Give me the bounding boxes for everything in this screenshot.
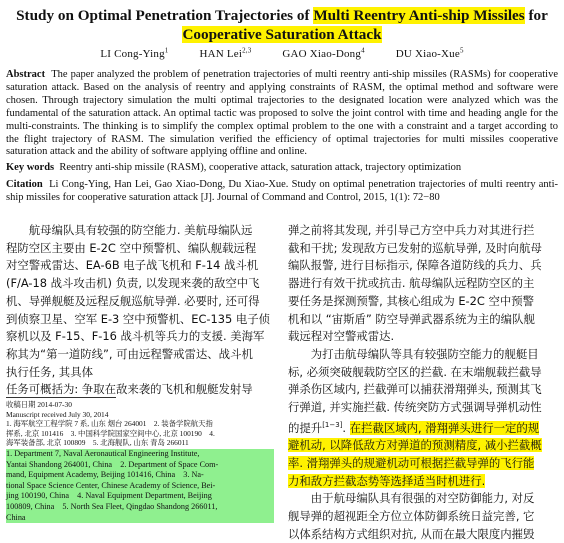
author-name: DU Xiao-Xue [395, 47, 460, 60]
highlight-text: 力和敌方拦截态势等选择适当时机进行. [288, 473, 486, 488]
citation-text: Li Cong-Ying, Han Lei, Gao Xiao-Dong, Du Xiao-Xue. Study on optimal penetration trajectories of multi reentry anti-ship missiles for cooperative saturation attack [J]. Journal of Command and Control, 2015, 1(1): 72−80 [6, 179, 559, 203]
body-right-column [288, 222, 558, 543]
abstract [6, 69, 558, 159]
body-line [288, 473, 558, 491]
affiliation-en-line: mand, Equipment Academy, Beijing 101416, China 3. Na- [6, 470, 204, 480]
body-line: 称其为“第一道防线”, 可由远程警戒雷达、战斗机 [6, 346, 253, 361]
title-line-1 [6, 6, 558, 25]
keywords-text: Reentry anti-ship missile (RASM), cooperative attack, saturation attack, trajectory optimization [59, 162, 462, 173]
highlight-text: 率. 滑翔弹头的规避机动可根据拦截导弹的飞行能 [288, 455, 535, 470]
body-line: 载远程对空警戒雷达. [288, 329, 395, 344]
body-line: 器进行有效干扰或抗击. 航母编队远程防空区的主 [288, 276, 535, 291]
footnotes [6, 400, 274, 523]
author-affiliation: 1 [164, 46, 169, 54]
affiliation-cn-line: 海军装备部, 北京 100809 5. 北海舰队, 山东 青岛 266011 [6, 438, 189, 448]
body-line [288, 437, 558, 455]
body-line: 机、导弹舰艇及远程反舰巡航导弹. 必要时, 还可得 [6, 293, 260, 308]
paper-title [6, 6, 558, 44]
citation [6, 179, 558, 205]
affiliation-en-line: 100809, China 5. North Sea Fleet, Qingdao Shandong 266011, [6, 501, 218, 511]
citation-label: Citation [6, 179, 43, 190]
author-list [0, 46, 564, 60]
body-text: . [342, 420, 350, 435]
body-line: 舰导弹的超视距全方位立体防御系统日益完善, 它 [288, 509, 535, 524]
received-date: 收稿日期 2014-07-30 [6, 400, 72, 409]
received-date-en: Manuscript received July 30, 2014 [6, 409, 109, 419]
body-line: 弹之前将其发现, 并引导己方空中兵力对其进行拦 [288, 223, 535, 237]
body-left-column [6, 222, 274, 399]
abstract-label: Abstract [6, 69, 46, 80]
body-line: 为打击航母编队等具有较强防空能力的舰艇目 [288, 346, 539, 361]
affiliation-en-line: 1. Department 7, Naval Aeronautical Engineering Institute, [6, 448, 200, 458]
body-text: 的提升 [288, 420, 323, 435]
body-line: 察机以及 F-15、F-16 战斗机等兵力的支援. 美海军 [6, 329, 265, 344]
author [396, 48, 464, 60]
affiliation-en-line: jing 100190, China 4. Naval Equipment Department, Beijing [6, 491, 212, 501]
author-name: LI Cong-Ying [100, 47, 165, 60]
body-line: 程防空区主要由 E-2C 空中预警机、编队舰载远程 [6, 240, 257, 255]
keywords-label: Key words [6, 162, 55, 173]
body-line: 行弹道, 并实施拦截. 传统突防方式强调导弹机动性 [288, 400, 542, 415]
body-line [288, 417, 558, 438]
author [100, 48, 168, 60]
affiliation-en-line: Yantai Shandong 264001, China 2. Department of Space Com- [6, 459, 219, 469]
author [282, 48, 364, 60]
reference-marker: [1−3] [322, 420, 343, 429]
body-line: 机和以 “宙斯盾” 防空导弹武器系统为主的编队舰 [288, 311, 535, 326]
title-line-1-end: for [524, 7, 548, 24]
keywords [6, 162, 558, 175]
body-line: 弹杀伤区域内, 拦截弹可以捕获滑翔弹头, 预测其飞 [288, 382, 542, 397]
author-affiliation: 2,3 [242, 46, 252, 54]
affiliation-en-highlight [6, 449, 274, 523]
title-line-2 [6, 25, 558, 44]
affiliation-en-line: tional Space Science Center, Chinese Academy of Science, Bei- [6, 480, 216, 490]
title-line-1-start: Study on Optimal Penetration Trajectories of [16, 7, 314, 24]
body-line: 编队报警, 进行目标指示, 保障各道防线的兵力、兵 [288, 258, 542, 273]
body-line: 对空警戒雷达、EA-6B 电子战飞机和 F-14 战斗机 [6, 258, 259, 273]
title-highlight-1: Multi Reentry Anti-ship Missiles [313, 7, 525, 24]
body-line: (F/A-18 战斗攻击机) 负责, 以发现来袭的敌空中飞 [6, 276, 260, 291]
author-name: HAN Lei [199, 47, 243, 60]
author [199, 48, 251, 60]
highlight-text: 在拦截区域内, 滑翔弹头进行一定的规 [349, 420, 540, 435]
author-name: GAO Xiao-Dong [282, 47, 362, 60]
body-line: 到侦察卫星、空军 E-3 空中预警机、EC-135 电子侦 [6, 311, 271, 326]
body-line: 由于航母编队具有很强的对空防御能力, 对反 [288, 491, 535, 506]
body-line: 执行任务, 其具体 [6, 364, 93, 379]
highlight-text: 避机动, 以降低敌方对弹道的预测精度, 减小拦截概 [288, 438, 542, 453]
affiliation-en-line: China [6, 512, 26, 522]
title-highlight-2: Cooperative Saturation Attack [182, 26, 382, 43]
body-line: 标, 必须突破舰载防空区的拦截. 在末端舰载拦截导 [288, 364, 542, 379]
body-line: 以体系结构方式组织对抗, 从而在最大限度内摧毁 [288, 526, 535, 541]
body-line: 任务可概括为: 争取在敌来袭的飞机和舰艇发射导 [6, 382, 253, 397]
body-line [288, 455, 558, 473]
footnote-divider [6, 397, 116, 398]
affiliation-cn-line: 挥系, 北京 101416 3. 中国科学院国家空间中心, 北京 100190 4. [6, 428, 215, 438]
affiliation-cn-line: 1. 海军航空工程学院 7 系, 山东 烟台 264001 2. 装备学院航天指 [6, 419, 213, 429]
author-affiliation: 5 [459, 46, 464, 54]
body-line: 要任务是探测预警, 其核心组成为 E-2C 空中预警 [288, 293, 535, 308]
body-line: 截和干扰; 发现敌方已发射的巡航导弹, 及时向航母 [288, 240, 542, 255]
abstract-text: The paper analyzed the problem of penetration trajectories of multi reentry anti-ship missiles (RASMs) for cooperative saturation attack. Based on the analysis of reentry and applying constraints of RASM, the optimal method and software were chosen. Through trajectory simulation the multi optimal trajectories to the designated location were analyzed which was the fundamental of the saturation attack. An optimal tactic was proposed to solve the joint control with time and heading angle for the multi-constraints. The thinking is to simplify the complex optimal problem to the one with a constraint and a target according to the flight trajectory of RASM. The simulation verified the efficiency of optimal trajectories for multi missiles cooperative saturation attack and the ability of software applying offline and online. [6, 69, 558, 158]
body-line: 航母编队具有较强的防空能力. 美航母编队远 [6, 223, 253, 237]
author-affiliation: 4 [361, 46, 365, 54]
